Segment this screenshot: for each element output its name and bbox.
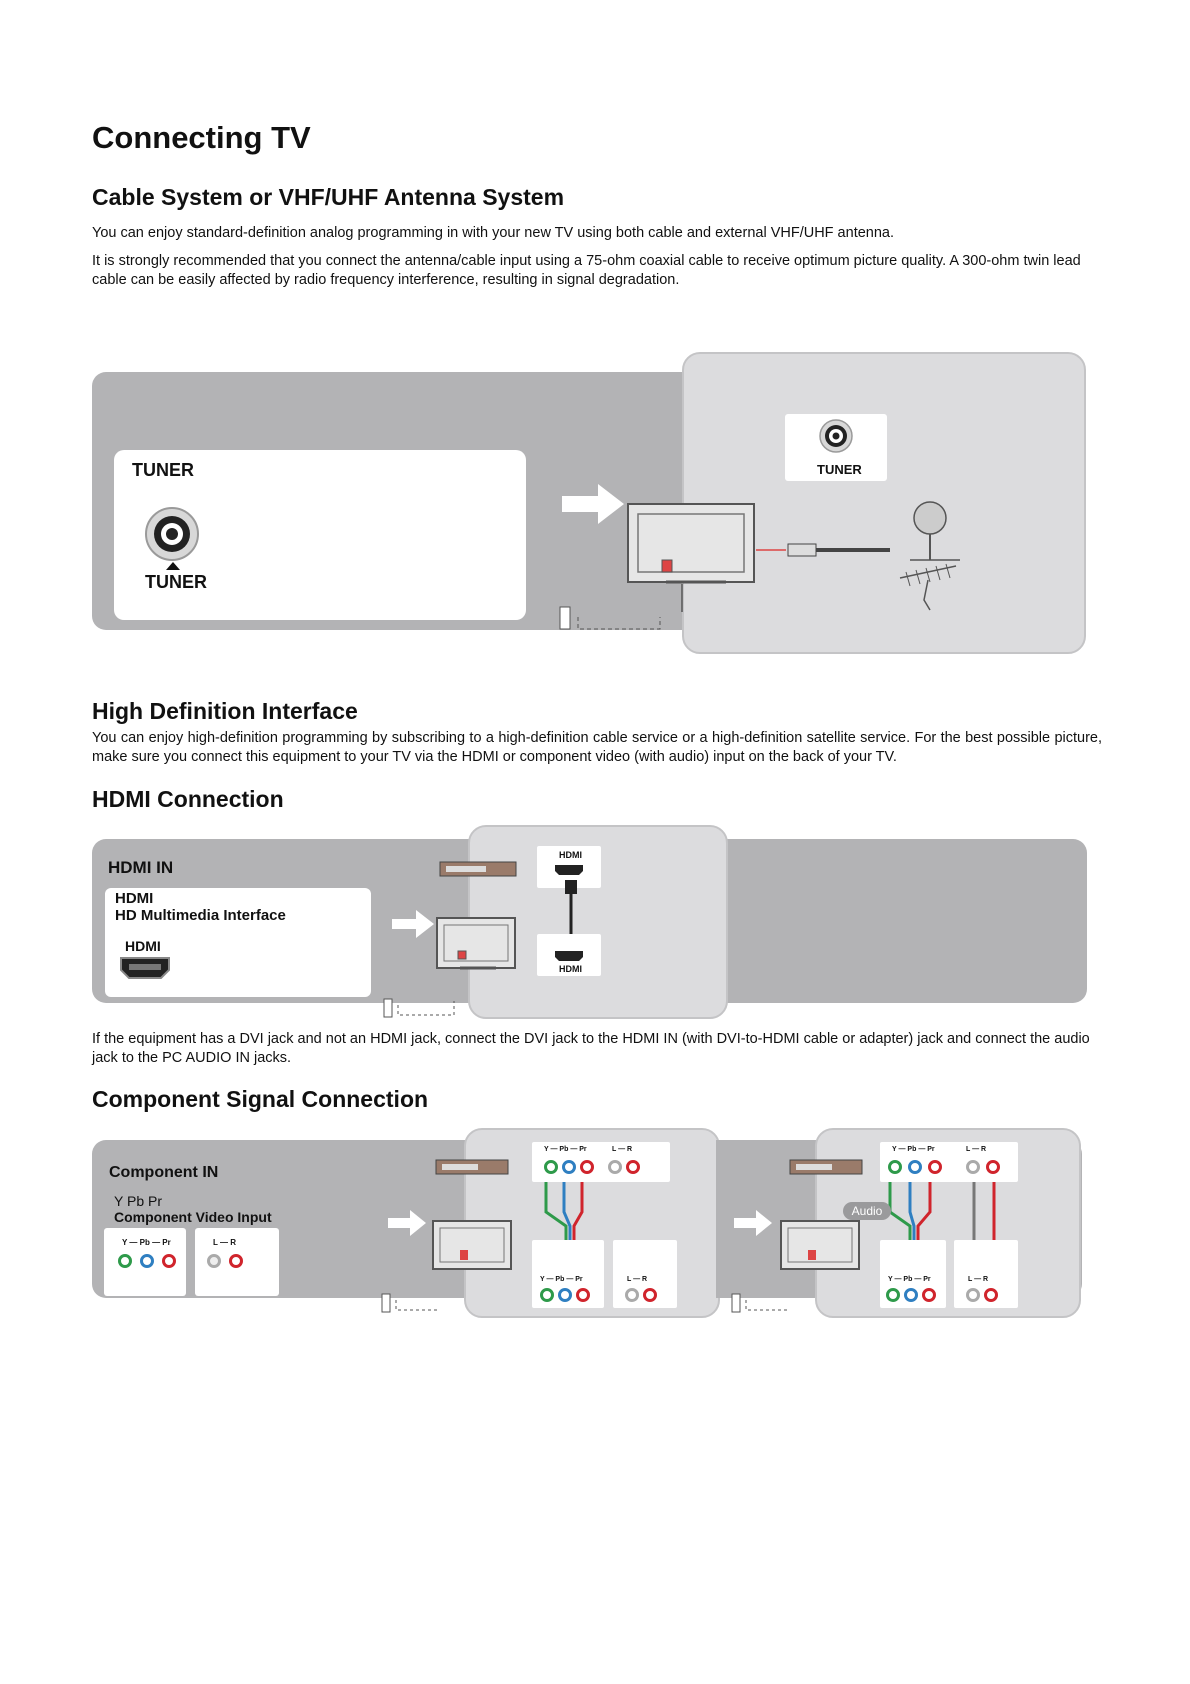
src1-ypbpr-label: Y — Pb — Pr [544, 1146, 587, 1153]
tv2-l-jack-icon [966, 1288, 980, 1302]
component-cable-2-icon [884, 1182, 1024, 1242]
src2-y-jack-icon [888, 1160, 902, 1174]
tv2-pr-jack-icon [922, 1288, 936, 1302]
tv2-lr-label: L — R [968, 1276, 989, 1283]
tv1-r-jack-icon [643, 1288, 657, 1302]
hdmi-panel-title: HDMI IN [108, 858, 174, 877]
cable-heading: Cable System or VHF/UHF Antenna System [92, 184, 565, 210]
src2-ypbpr-label: Y — Pb — Pr [892, 1146, 935, 1153]
cable-para-1: You can enjoy standard-definition analog programming in with your new TV using both cable and external VHF/UHF antenna. [92, 225, 895, 241]
src1-r-jack-icon [626, 1160, 640, 1174]
component-panel-title: Component IN [109, 1164, 219, 1181]
component-power-cord-1-icon [382, 1292, 442, 1318]
component-box-2-icon [790, 1156, 864, 1178]
src1-y-jack-icon [544, 1160, 558, 1174]
tv1-l-jack-icon [625, 1288, 639, 1302]
hdmi-bottom-port-label: HDMI [559, 964, 582, 974]
src1-pr-jack-icon [580, 1160, 594, 1174]
tv1-lr-label: L — R [627, 1276, 648, 1283]
component-heading: Component Signal Connection [92, 1086, 429, 1112]
component-power-cord-2-icon [732, 1292, 792, 1318]
tuner-card-title: TUNER [132, 460, 194, 480]
tv1-pr-jack-icon [576, 1288, 590, 1302]
hdmi-card-port-label: HDMI [125, 938, 161, 954]
tv1-pb-jack-icon [558, 1288, 572, 1302]
tuner-inset-label: TUNER [817, 462, 862, 477]
src2-lr-label: L — R [966, 1146, 987, 1153]
hdmi-card-line1: HDMI [115, 890, 154, 907]
hdmi-bottom-port-icon [554, 950, 584, 962]
hdmi-power-cord-icon [384, 997, 464, 1023]
hd-para: You can enjoy high-definition programming by subscribing to a high-definition cable service or a high-definition satellite service. For the best possible picture, make sure you connect this equipment to your TV via the HDMI or component video (with audio) input on the back of your TV. [92, 730, 1102, 765]
pb-jack-icon [140, 1254, 154, 1268]
ypbpr-label: Y — Pb — Pr [122, 1238, 171, 1247]
component-src-2-card [880, 1142, 1018, 1182]
coax-jack-icon [144, 506, 204, 566]
src2-r-jack-icon [986, 1160, 1000, 1174]
component-card-line2: Component Video Input [114, 1209, 272, 1225]
component-arrow-1-icon [388, 1210, 428, 1236]
tuner-inset [785, 414, 887, 481]
src2-l-jack-icon [966, 1160, 980, 1174]
component-box-1-icon [436, 1156, 510, 1178]
hdmi-arrow-icon [392, 910, 436, 938]
power-cord-icon [560, 605, 670, 635]
component-arrow-2-icon [734, 1210, 774, 1236]
hdmi-card [105, 888, 371, 997]
hdmi-heading: HDMI Connection [92, 786, 284, 812]
tv2-r-jack-icon [984, 1288, 998, 1302]
pr-jack-icon [162, 1254, 176, 1268]
src2-pb-jack-icon [908, 1160, 922, 1174]
src1-l-jack-icon [608, 1160, 622, 1174]
tuner-card [114, 450, 526, 620]
component-cable-1-icon [540, 1182, 600, 1242]
hdmi-bottom-port-card [537, 934, 601, 976]
hdmi-port-icon [119, 956, 171, 980]
component-tv-2-card [880, 1240, 946, 1308]
lr-label: L — R [213, 1238, 236, 1247]
tv1-y-jack-icon [540, 1288, 554, 1302]
hdmi-tv-back-icon [436, 917, 516, 977]
hdmi-top-port-label: HDMI [559, 850, 582, 860]
hdmi-top-port-icon [554, 864, 584, 876]
tuner-jack-label: TUNER [145, 572, 207, 592]
right-arrow-icon [562, 484, 626, 524]
hd-heading: High Definition Interface [92, 698, 358, 724]
component-tv-1-card [532, 1240, 604, 1308]
hdmi-note: If the equipment has a DVI jack and not an HDMI jack, connect the DVI jack to the HDMI IN (with DVI-to-HDMI cable or adapter) jack and connect the audio jack to the PC AUDIO IN jacks. [92, 1031, 1090, 1066]
component-tv-2-lr-card [954, 1240, 1018, 1308]
ypbpr-card [104, 1228, 186, 1296]
page-title: Connecting TV [92, 120, 311, 155]
tv-back-icon [626, 502, 756, 592]
component-tv-back-2-icon [780, 1220, 860, 1276]
tv2-y-jack-icon [886, 1288, 900, 1302]
lr-card [195, 1228, 279, 1296]
r-jack-icon [229, 1254, 243, 1268]
tv1-ypbpr-label: Y — Pb — Pr [540, 1276, 583, 1283]
antenna-icon [900, 500, 980, 610]
src2-pr-jack-icon [928, 1160, 942, 1174]
component-src-1-card [532, 1142, 670, 1182]
y-jack-icon [118, 1254, 132, 1268]
component-tv-back-1-icon [432, 1220, 512, 1276]
component-card-line1: Y Pb Pr [114, 1193, 162, 1209]
l-jack-icon [207, 1254, 221, 1268]
audio-badge: Audio [843, 1202, 891, 1220]
src1-pb-jack-icon [562, 1160, 576, 1174]
cable-para-2: It is strongly recommended that you connect the antenna/cable input using a 75-ohm coaxial cable to receive optimum picture quality. A 300-ohm twin lead cable can be easily affected by radio frequency interference, resulting in signal degradation. [92, 253, 1081, 288]
tv2-ypbpr-label: Y — Pb — Pr [888, 1276, 931, 1283]
hdmi-card-line2: HD Multimedia Interface [115, 907, 286, 924]
arrow-up-icon [166, 562, 180, 570]
tv2-pb-jack-icon [904, 1288, 918, 1302]
src1-lr-label: L — R [612, 1146, 633, 1153]
component-tv-1-lr-card [613, 1240, 677, 1308]
set-top-box-icon [440, 858, 520, 880]
coax-jack-small-icon [818, 418, 854, 454]
